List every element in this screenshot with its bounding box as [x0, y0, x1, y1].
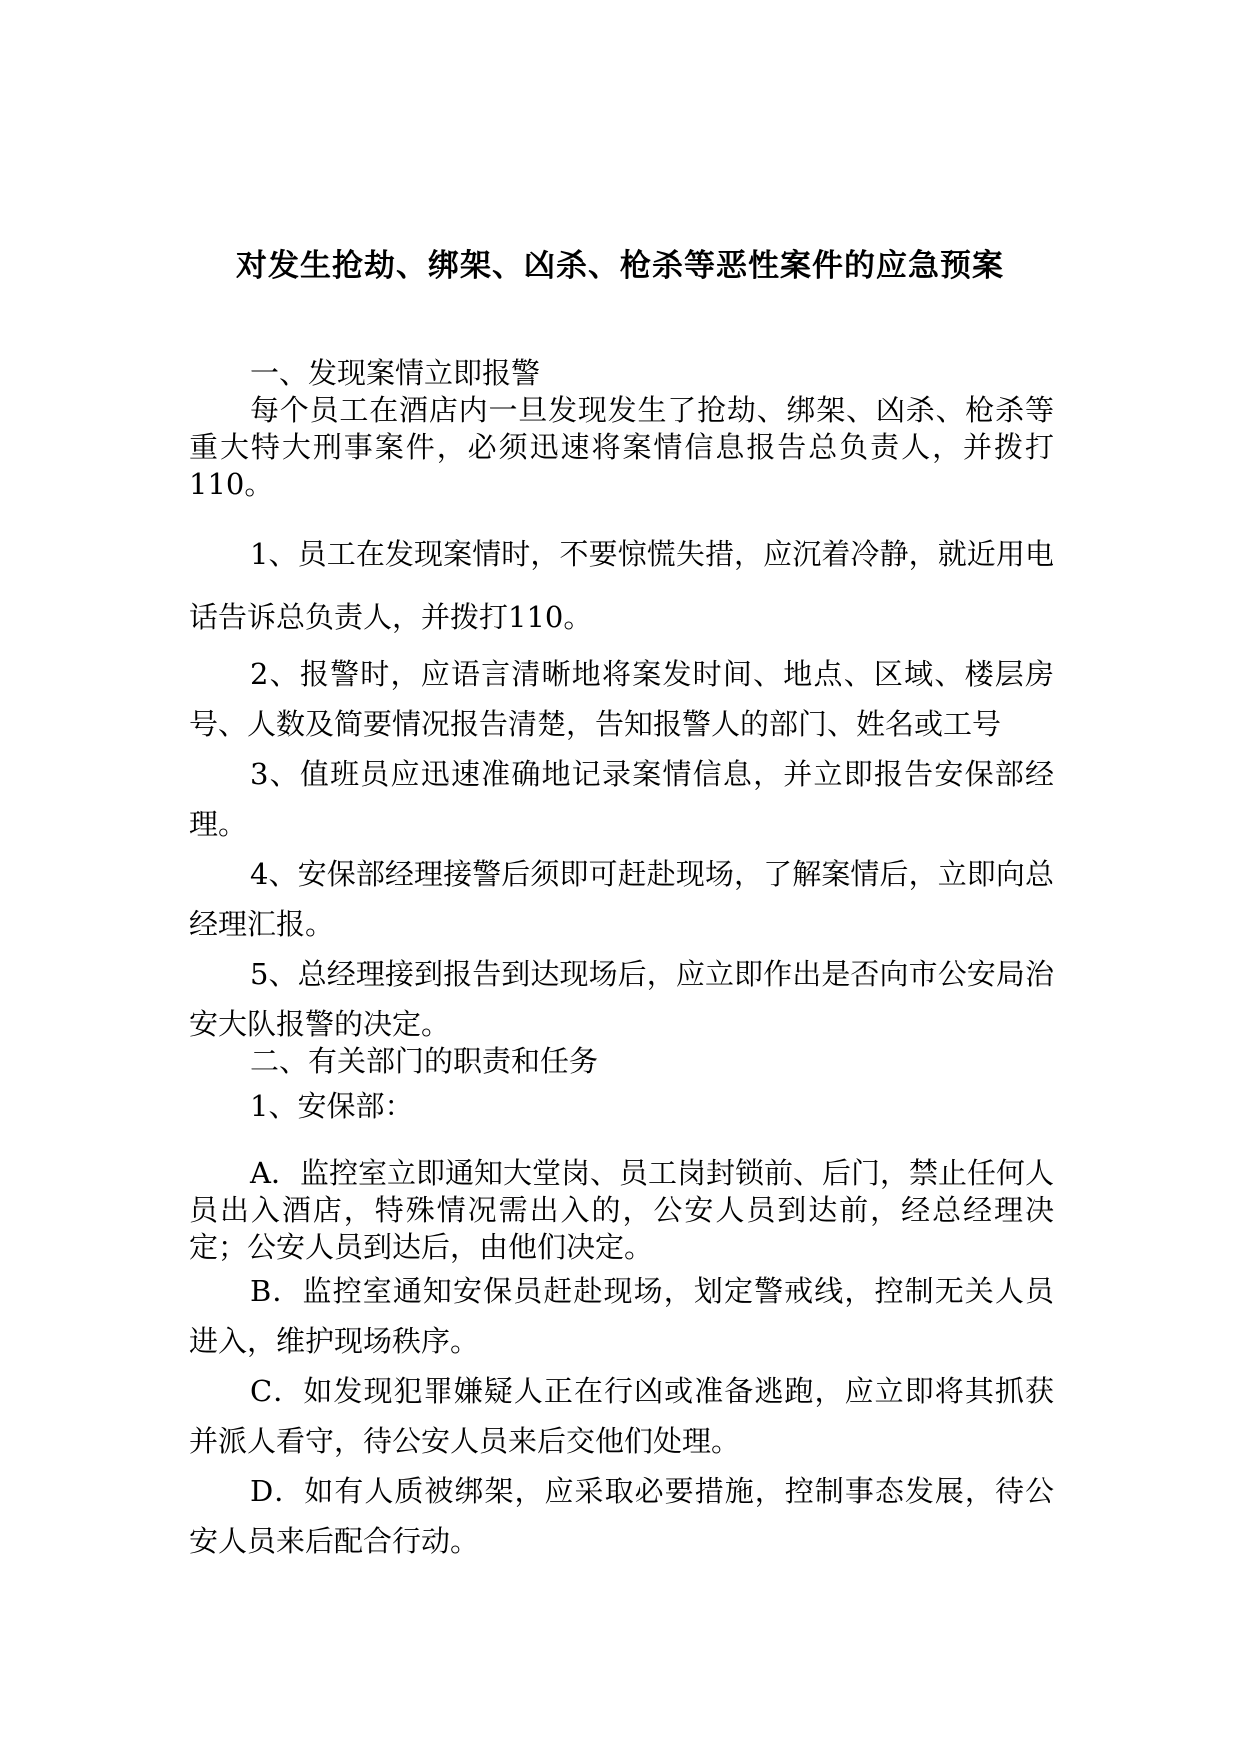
document-title: 对发生抢劫、绑架、凶杀、枪杀等恶性案件的应急预案 [236, 248, 1004, 284]
paragraph-item-c: C．如发现犯罪嫌疑人正在行凶或准备逃跑，应立即将其抓获并派人看守，待公安人员来后交他们处理。 [189, 1374, 1054, 1458]
paragraph-item-d: D．如有人质被绑架，应采取必要措施，控制事态发展，待公安人员来后配合行动。 [189, 1474, 1054, 1558]
paragraph-item-5: 5、总经理接到报告到达现场后，应立即作出是否向市公安局治安大队报警的决定。 [189, 957, 1054, 1041]
paragraph-item-4: 4、安保部经理接警后须即可赶赴现场，了解案情后，立即向总经理汇报。 [189, 857, 1054, 941]
paragraph-item-1: 1、员工在发现案情时，不要惊慌失措，应沉着冷静，就近用电话告诉总负责人，并拨打110。 [189, 537, 1054, 634]
paragraph-item-3: 3、值班员应迅速准确地记录案情信息，并立即报告安保部经理。 [189, 757, 1054, 841]
paragraph-intro: 每个员工在酒店内一旦发现发生了抢劫、绑架、凶杀、枪杀等重大特大刑事案件，必须迅速将案情信息报告总负责人，并拨打110。 [189, 393, 1054, 501]
paragraph-item-a: A．监控室立即通知大堂岗、员工岗封锁前、后门，禁止任何人员出入酒店，特殊情况需出入的，公安人员到达前，经总经理决定；公安人员到达后，由他们决定。 [189, 1156, 1054, 1264]
paragraph-item-b: B．监控室通知安保员赶赴现场，划定警戒线，控制无关人员进入，维护现场秩序。 [189, 1274, 1054, 1358]
paragraph-item-2: 2、报警时，应语言清晰地将案发时间、地点、区域、楼层房号、人数及简要情况报告清楚，告知报警人的部门、姓名或工号 [189, 657, 1054, 741]
section-heading-2: 二、有关部门的职责和任务 [250, 1044, 599, 1078]
section-heading-1: 一、发现案情立即报警 [250, 356, 541, 390]
subsection-heading-security: 1、安保部： [250, 1089, 414, 1123]
